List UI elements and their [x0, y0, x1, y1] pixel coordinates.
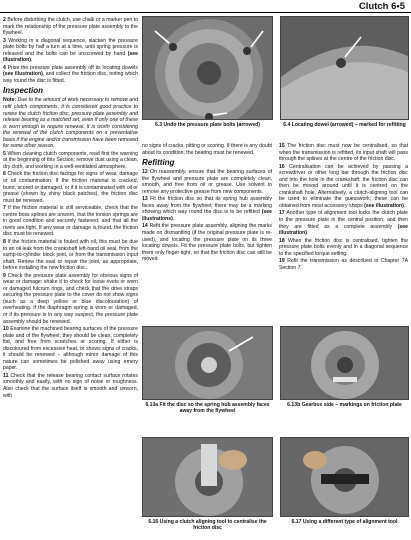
paragraph-number: 5 [3, 150, 6, 157]
paragraph-text: Before disturbing the clutch, use chalk or a marker pen to mark the relationship of the pressure plate assembly to the flywheel. [3, 17, 138, 37]
paragraph-2 [3, 17, 138, 37]
paragraph-6 [3, 171, 138, 204]
paragraph-number: 14 [142, 223, 148, 230]
paragraph-text: If the friction material is still serviceable, check that the centre boss splines are unworn, that the torsion springs are in good condition and securely fastened, and that all the rivets are tight. If any wear or damage is found, the friction disc must be renewed. [3, 205, 138, 238]
paragraph-punctuation: , and collect the friction disc, noting which way round the disc is fitted. [3, 71, 138, 84]
paragraph-number: 15 [279, 143, 285, 149]
paragraph-punctuation: . [31, 57, 33, 64]
paragraph-text: Check the friction disc facings for signs of wear, damage or oil contamination. If the friction material is cracked, burnt, scored or damaged, or if it is contaminated with oil or grease (shown by shiny black patches), the friction disc must be renewed. [3, 171, 138, 204]
paragraph-3 [3, 38, 138, 64]
photo-6-16-clutch-aligning-tool [142, 437, 273, 517]
illustration-reference: (see illustrations) [142, 209, 272, 222]
paragraph-4 [3, 65, 138, 85]
paragraph-text: The friction disc must now be centralised, so that when the transmission is refitted, its input shaft will pass through the splines at the centre of the friction disc. [279, 143, 408, 163]
note-text: Due to the amount of work necessary to remove and refit clutch components, it is considered good practice to renew the clutch friction disc, pressure plate assembly and release bearing as a matched set, even if only one of these is worn enough to require renewal. It is worth considering the renewal of the clutch components on a preventative basis if the engine and/or transmission have been removed for some other reason. [3, 97, 138, 150]
paragraph-11 [3, 373, 138, 399]
page-header [0, 0, 411, 14]
caption-6-13b: 6.13b Gearbox side – markings on friction plate [287, 402, 402, 408]
paragraph-number: 4 [3, 64, 6, 71]
text-column-3 [279, 143, 408, 272]
paragraph-13 [142, 196, 272, 222]
paragraph-punctuation: . [307, 230, 309, 237]
paragraph-text: If the friction material is fouled with oil, this must be due to an oil leak from the crankshaft left-hand oil seal, from the sump-to-cylinder block joint, or from the transmission input shaft. Renew the seal or repair the joint, as appropriate, before installing the new friction disc. [3, 238, 138, 272]
paragraph-17 [279, 210, 408, 236]
photo-6-4-locating-dowel [280, 16, 409, 120]
caption-6-13a: 6.13a Fit the disc so the spring hub assembly faces away from the flywheel [145, 402, 270, 414]
note-paragraph [3, 97, 138, 149]
illustration-reference: (see illustration) [364, 202, 404, 209]
paragraph-text: Centralisation can be achieved by passing a screwdriver or other long bar through the friction disc and into the hole in the crankshaft; the friction disc can then be moved around until it is centred on the crankshaft hole. Alternatively, a clutch-aligning tool can be used to eliminate the guesswork; these can be obtained from most accessory shops [279, 163, 408, 209]
text-column-2 [142, 143, 272, 264]
paragraph-number: 6 [3, 171, 6, 178]
paragraph-number: 13 [142, 196, 148, 203]
page-title: Clutch 6•5 [358, 1, 405, 12]
paragraph-9 [3, 273, 138, 325]
caption-6-3: 6.3 Undo the pressure plate bolts (arrowed) [154, 122, 260, 128]
paragraph-intro: no signs of cracks, pitting or scoring. If there is any doubt about its condition, the bearing must be renewed. [142, 143, 272, 156]
paragraph-text: Fit the friction disc so that its spring hub assembly faces away from the flywheel; there may be a marking showing which way round the disc is to be refitted [142, 196, 272, 216]
paragraph-number: 10 [3, 326, 9, 333]
paragraph-number: 18 [279, 237, 285, 244]
photo-6-17-alignment-tool [280, 437, 409, 517]
paragraph-text: When cleaning clutch components, read first the warning at the beginning of this Section; remove dust using a clean, dry cloth, and working in a well-ventilated atmosphere. [3, 150, 138, 170]
paragraph-number: 11 [3, 372, 9, 379]
paragraph-text: When the friction disc is centralised, tighten the pressure plate bolts evenly and in a diagonal sequence to the specified torque setting. [279, 237, 408, 257]
paragraph-15 [279, 143, 408, 163]
note-label: Note: [3, 97, 17, 104]
paragraph-number: 17 [279, 210, 285, 217]
paragraph-punctuation: . [172, 215, 175, 222]
paragraph-10 [3, 326, 138, 372]
paragraph-19 [279, 258, 408, 271]
paragraph-16 [279, 164, 408, 210]
paragraph-number: 16 [279, 163, 285, 170]
paragraph-text: Examine the machined bearing surfaces of the pressure plate and of the flywheel; they should be clean, completely flat, and free from scratches or scoring. If either is discoloured from excessive heat, or shows signs of cracks, it should be renewed – although minor damage of this nature can sometimes be polished away using emery paper. [3, 326, 138, 372]
caption-6-17: 6.17 Using a different type of alignment tool [291, 519, 398, 525]
paragraph-text: Working in a diagonal sequence, slacken the pressure plate bolts by half a turn at a time, until spring pressure is released and the bolts can be unscrewed by hand [3, 37, 138, 57]
illustration-reference: (see illustration) [3, 50, 138, 64]
illustration-reference: (see illustration) [279, 223, 408, 237]
paragraph-18 [279, 238, 408, 258]
paragraph-number: 7 [3, 205, 6, 212]
photo-6-13a-fit-disc [142, 326, 273, 400]
paragraph-8 [3, 239, 138, 272]
paragraph-text: Prise the pressure plate assembly off its locating dowels [5, 64, 138, 71]
paragraph-12 [142, 169, 272, 195]
paragraph-7 [3, 205, 138, 238]
section-heading-inspection: Inspection [3, 86, 44, 96]
paragraph-text: On reassembly, ensure that the bearing surfaces of the flywheel and pressure plate are completely clean, smooth, and free from oil or grease. Use solvent to remove any protective grease from new components. [142, 169, 272, 195]
paragraph-number: 8 [3, 238, 6, 245]
text-column-1 [3, 17, 138, 400]
caption-6-16: 6.16 Using a clutch aligning tool to centralise the friction disc [148, 519, 267, 531]
paragraph-text: Another type of alignment tool locks the clutch plate to the pressure plate in the central position, and then they are fitted as a complete assembly [279, 210, 408, 230]
paragraph-number: 19 [279, 258, 285, 265]
paragraph-text: Check that the release bearing contact surface rotates smoothly and easily, with no sign of noise or roughness. Also check that the surface itself is smooth and unworn, with [3, 372, 138, 399]
photo-6-3-pressure-plate-bolts [142, 16, 273, 120]
paragraph-number: 2 [3, 17, 6, 23]
paragraph-text: Check the pressure plate assembly for obvious signs of wear or damage; shake it to check for loose rivets or worn or damaged fulcrum rings, and check that the drive straps securing the pressure plate to the cover do not show signs (such as a deep yellow or blue discolouration) of overheating. If the diaphragm spring is worn or damaged, or if its pressure is in any way suspect, the pressure plate assembly should be renewed. [3, 272, 138, 325]
header-rule [0, 12, 411, 13]
paragraph-number: 12 [142, 169, 148, 176]
paragraph-number: 3 [3, 37, 6, 44]
illustration-reference: (see illustration) [3, 71, 43, 78]
paragraph-text: Refit the transmission as described in Chapter 7A Section 7. [279, 258, 408, 271]
paragraph-punctuation: . [403, 202, 406, 209]
section-heading-refitting: Refitting [142, 158, 175, 168]
paragraph-number: 9 [3, 272, 6, 279]
paragraph-5 [3, 151, 138, 171]
paragraph-14 [142, 223, 272, 262]
caption-6-4: 6.4 Locating dowel (arrowed) – marked for refitting [283, 122, 406, 128]
photo-6-13b-gearbox-side [280, 326, 409, 400]
paragraph-text: Refit the pressure plate assembly, aligning the marks made on dismantling (if the original pressure plate is re-used), and locating the pressure plate on its three locating dowels. Fit the pressure plate bolts, but tighten them only finger-tight, so that the friction disc can still be moved. [142, 223, 272, 263]
